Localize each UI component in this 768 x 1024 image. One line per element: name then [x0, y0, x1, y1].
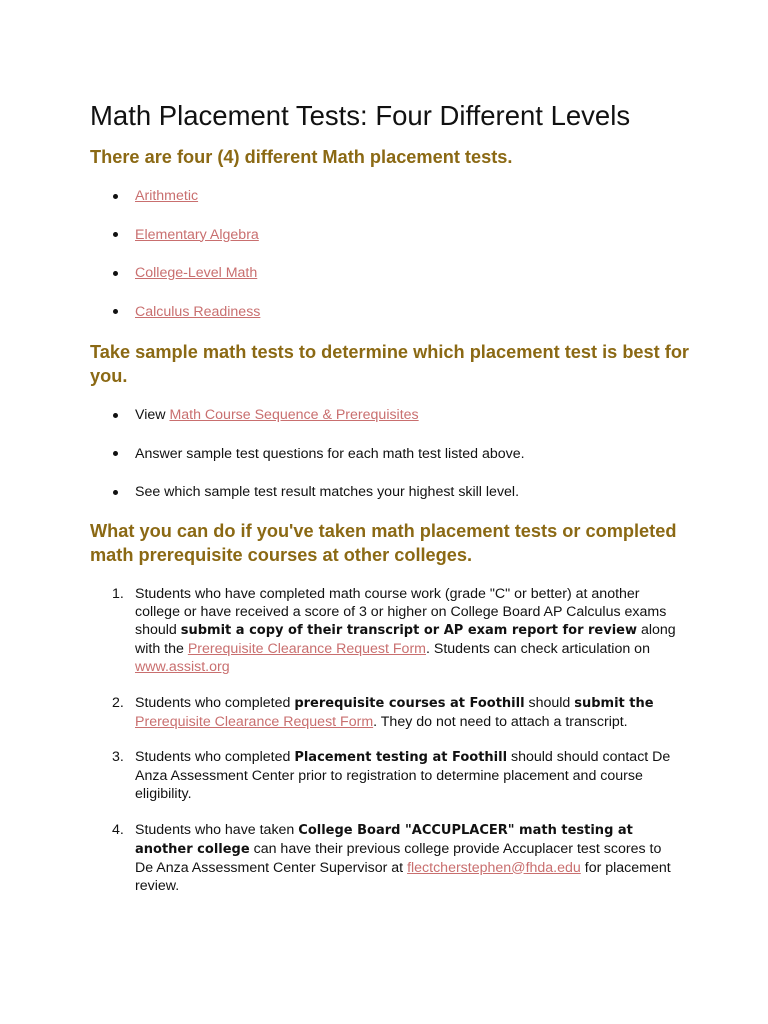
list-item: [112, 694, 682, 731]
item-text: Students who have completed math course work (grade "C" or better) at another college or have received a score of 3 or higher on College Board AP Calculus exams should: [135, 586, 667, 638]
view-prefix: View: [135, 407, 170, 423]
item-bold-text: submit a copy of their transcript or AP exam report for review: [180, 623, 637, 638]
prerequisite-clearance-form-link[interactable]: Prerequisite Clearance Request Form: [135, 713, 374, 730]
list-item: [112, 445, 692, 484]
list-item: [112, 821, 682, 895]
options-numbered-list: [112, 585, 682, 912]
page-title: Math Placement Tests: Four Different Levels: [90, 100, 631, 131]
item-bold-text: Placement testing at Foothill: [294, 750, 508, 765]
item-number: 4.: [112, 821, 124, 838]
email-link[interactable]: flectcherstephen@fhda.edu: [407, 859, 581, 876]
math-course-sequence-link[interactable]: Math Course Sequence & Prerequisites: [169, 407, 419, 423]
item-number: 2.: [112, 694, 124, 711]
item-text: Students who have taken: [135, 821, 299, 838]
item-text: should: [524, 694, 575, 711]
list-item: [112, 187, 692, 226]
assist-org-link[interactable]: www.assist.org: [135, 659, 230, 675]
list-item: [112, 748, 682, 803]
list-item: [112, 585, 682, 676]
arithmetic-link[interactable]: Arithmetic: [135, 188, 199, 204]
item-text: . Students can check articulation on: [425, 641, 650, 657]
college-level-math-link[interactable]: College-Level Math: [135, 265, 258, 281]
list-item: [112, 226, 692, 265]
item-bold-text: submit the: [574, 695, 654, 711]
list-item: [112, 483, 692, 522]
item-text: should should contact De Anza Assessment Center prior to registration to determine placement and course eligibility.: [135, 749, 671, 802]
item-text: Students who completed: [135, 694, 295, 711]
elementary-algebra-link[interactable]: Elementary Algebra: [135, 226, 259, 243]
item-text: along with the: [135, 622, 676, 657]
item-text: . They do not need to attach a transcript.: [373, 713, 628, 730]
see-result-text: See which sample test result matches your highest skill level.: [135, 484, 520, 500]
item-bold-text: College Board "ACCUPLACER" math testing at another college: [135, 822, 633, 857]
item-text: Students who completed: [135, 749, 295, 765]
section-heading-four-tests: There are four (4) different Math placement tests.: [90, 147, 513, 167]
item-bold-text: prerequisite courses at Foothill: [294, 695, 525, 711]
calculus-readiness-link[interactable]: Calculus Readiness: [135, 303, 261, 320]
placement-test-list: [112, 187, 692, 341]
prerequisite-clearance-form-link[interactable]: Prerequisite Clearance Request Form: [187, 641, 426, 657]
section-heading-other-colleges: What you can do if you've taken math placement tests or completed math prerequisite courses at other colleges.: [90, 521, 677, 565]
answer-sample-text: Answer sample test questions for each math test listed above.: [135, 445, 525, 462]
section-heading-sample-tests: Take sample math tests to determine which placement test is best for you.: [90, 342, 690, 386]
list-item: [112, 264, 692, 303]
sample-test-steps-list: [112, 406, 692, 522]
item-text: can have their previous college provide Accuplacer test scores to De Anza Assessment Center Supervisor at: [135, 840, 662, 876]
list-item: [112, 303, 692, 342]
item-number: 3.: [112, 749, 124, 765]
list-item: [112, 406, 692, 445]
item-text: for placement review.: [135, 859, 671, 894]
item-number: 1.: [112, 586, 124, 602]
